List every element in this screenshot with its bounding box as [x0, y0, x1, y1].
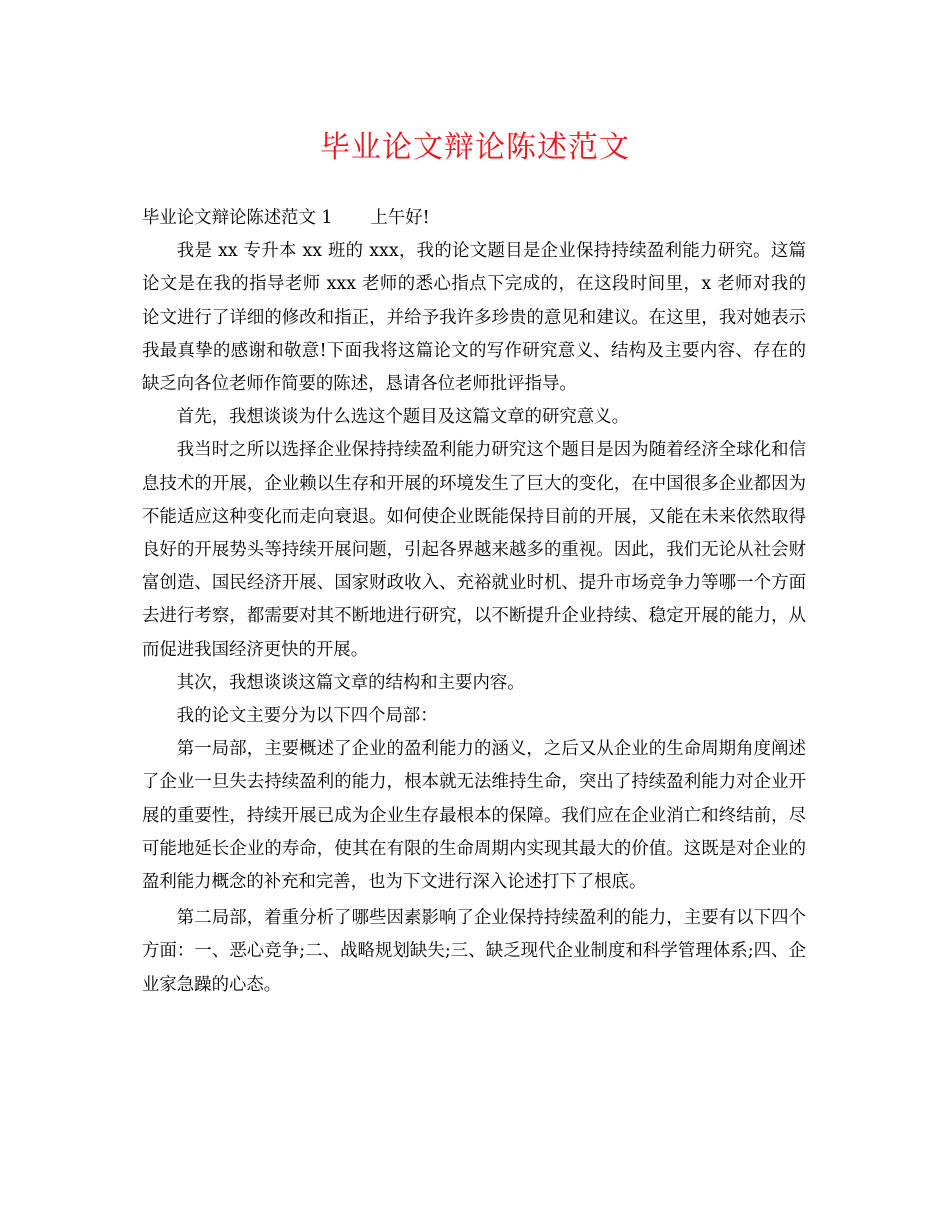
heading-line	[142, 202, 806, 235]
paragraph-part-two: 第二局部，着重分析了哪些因素影响了企业保持持续盈利的能力，主要有以下四个方面：一、恶心竞争;二、战略规划缺失;三、缺乏现代企业制度和科学管理体系;四、企业家急躁的心态。	[142, 908, 806, 995]
paragraph-introduction: 我是 xx 专升本 xx 班的 xxx，我的论文题目是企业保持持续盈利能力研究。这篇论文是在我的指导老师 xxx 老师的悉心指点下完成的，在这段时间里，x 老师对我的论文进行了详细的修改和指正，并给予我许多珍贵的意见和建议。在这里，我对她表示我最真挚的感谢和敬意!下面我将这篇论文的写作研究意义、结构及主要内容、存在的缺乏向各位老师作简要的陈述，恳请各位老师批评指导。	[142, 241, 806, 395]
paragraph-part-one: 第一局部，主要概述了企业的盈利能力的涵义，之后又从企业的生命周期角度阐述了企业一旦失去持续盈利的能力，根本就无法维持生命，突出了持续盈利能力对企业开展的重要性，持续开展已成为企业生存最根本的保障。我们应在企业消亡和终结前，尽可能地延长企业的寿命，使其在有限的生命周期内实现其最大的价值。这既是对企业的盈利能力概念的补充和完善，也为下文进行深入论述打下了根底。	[142, 739, 806, 893]
document-title: 毕业论文辩论陈述范文	[320, 130, 630, 165]
paragraph-structure-heading: 其次，我想谈谈这篇文章的结构和主要内容。	[176, 672, 525, 693]
paragraph-significance: 我当时之所以选择企业保持持续盈利能力研究这个题目是因为随着经济全球化和信息技术的开展，企业赖以生存和开展的环境发生了巨大的变化，在中国很多企业都因为不能适应这种变化而走向衰退。如何使企业既能保持目前的开展，又能在未来依然取得良好的开展势头等持续开展问题，引起各界越来越多的重视。因此，我们无论从社会财富创造、国民经济开展、国家财政收入、充裕就业时机、提升市场竞争力等哪一个方面去进行考察，都需要对其不断地进行研究，以不断提升企业持续、稳定开展的能力，从而促进我国经济更快的开展。	[142, 440, 806, 660]
paragraph-significance-heading: 首先，我想谈谈为什么选这个题目及这篇文章的研究意义。	[176, 407, 629, 428]
section-heading: 毕业论文辩论陈述范文 1	[142, 208, 333, 228]
paragraph-structure-intro: 我的论文主要分为以下四个局部：	[176, 706, 438, 727]
document-body	[142, 202, 806, 1002]
greeting-text: 上午好!	[370, 208, 430, 228]
